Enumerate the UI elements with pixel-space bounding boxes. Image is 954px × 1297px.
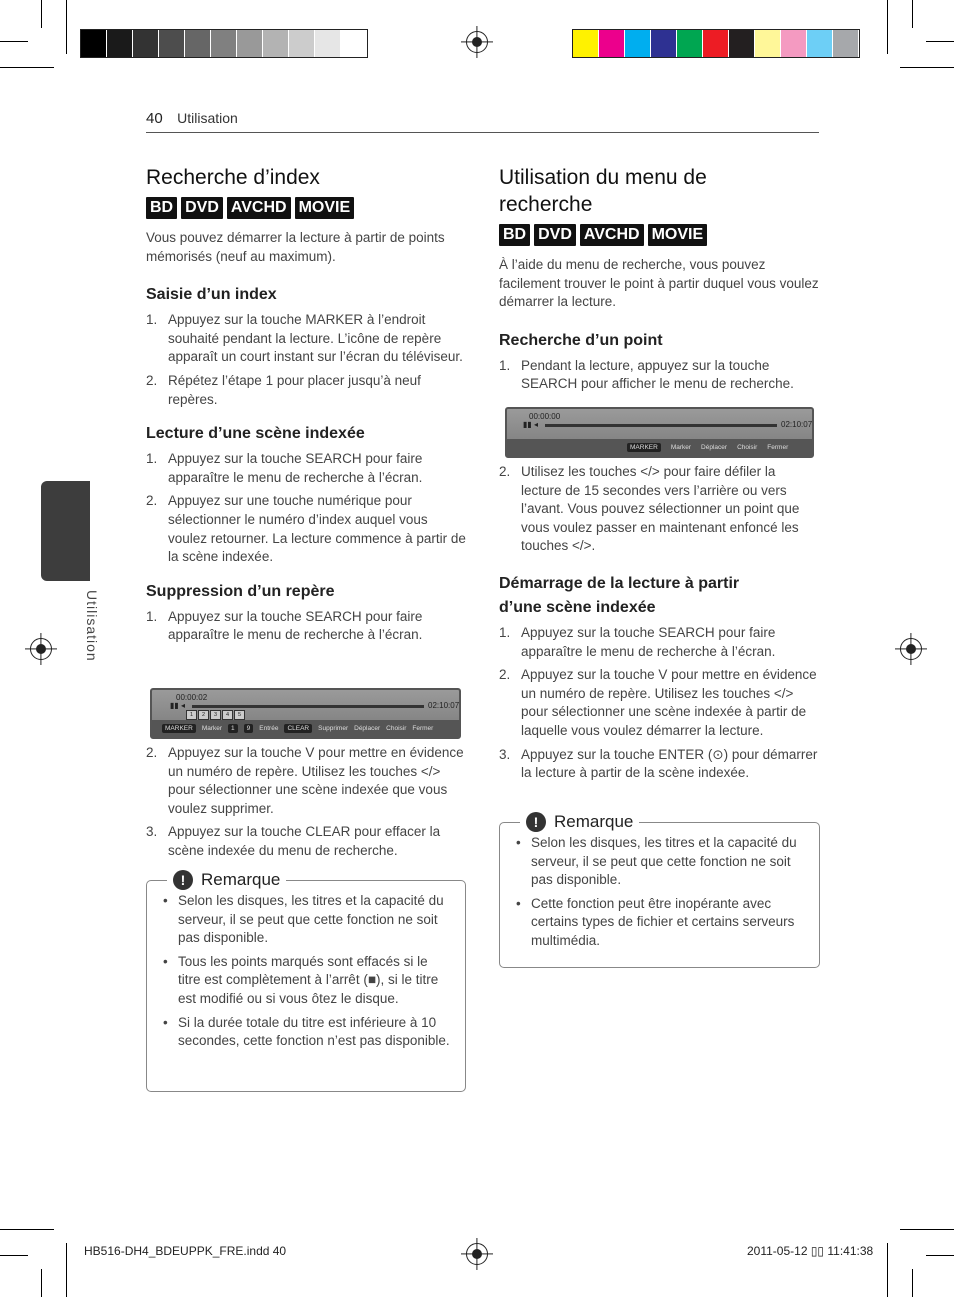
file-slug: HB516-DH4_BDEUPPK_FRE.indd 40 <box>84 1244 287 1258</box>
left-column-continued <box>146 744 466 866</box>
subheading: Suppression d’un repère <box>146 582 335 600</box>
time-end: 02:10:07 <box>428 701 460 710</box>
crop-mark <box>926 1255 954 1256</box>
calibration-swatch <box>211 30 237 57</box>
step-item: 1. Appuyez sur la touche SEARCH pour faire apparaître le menu de recherche à l’écran. <box>499 624 776 659</box>
calibration-swatch <box>651 30 677 57</box>
crop-mark <box>926 41 954 42</box>
crop-mark <box>41 1269 42 1297</box>
time-start: 00:00:02 <box>176 693 208 702</box>
chapter-tab <box>41 481 90 581</box>
calibration-swatch <box>807 30 833 57</box>
badge-bd: BD <box>499 224 530 246</box>
calibration-swatch <box>833 30 859 57</box>
marker-box: 5 <box>234 710 245 720</box>
note-item: • Tous les points marqués sont effacés si le titre est complètement à l’arrêt (■), si le titre est modifié ou si vous ôtez le disque. <box>161 953 453 1009</box>
step-item: 1. Pendant la lecture, appuyez sur la touche SEARCH pour afficher le menu de recherche. <box>499 357 794 392</box>
search-menu-screen <box>150 688 461 739</box>
crop-mark <box>66 0 67 54</box>
calibration-swatch <box>703 30 729 57</box>
note-list <box>161 892 453 1051</box>
calibration-swatch <box>781 30 807 57</box>
calibration-swatch <box>599 30 625 57</box>
calibration-swatch <box>573 30 599 57</box>
note-item: • Cette fonction peut être inopérante avec certains types de fichier et certains serveurs multimédia. <box>514 895 807 951</box>
registration-mark-icon <box>30 638 52 660</box>
steps-list <box>146 608 466 645</box>
gray-calibration-bar <box>80 29 368 58</box>
note-box <box>499 812 820 968</box>
intro-text: Vous pouvez démarrer la lecture à partir de points mémorisés (neuf au maximum). <box>146 230 445 264</box>
screen-footer: MARKER Marker Déplacer Choisir Fermer <box>507 439 812 456</box>
step-item: 1. Appuyez sur la touche MARKER à l’endroit souhaité pendant la lecture. L’icône de repère apparaît un court instant sur l’écran du téléviseur. <box>146 312 463 365</box>
crop-mark <box>887 0 888 54</box>
section-name: Utilisation <box>177 110 238 126</box>
intro-text: À l’aide du menu de recherche, vous pouvez facilement trouver le point à partir duquel vous voulez démarrer la lecture. <box>499 257 819 310</box>
badge-movie: MOVIE <box>295 197 355 219</box>
calibration-swatch <box>159 30 185 57</box>
color-calibration-bar <box>572 29 860 58</box>
screen-footer: MARKER Marker 1 9 Entrée CLEAR Supprimer Déplacer Choisir Fermer <box>152 720 459 737</box>
crop-mark <box>0 1255 28 1256</box>
badge-movie: MOVIE <box>648 224 708 246</box>
step-item: 1. Appuyez sur la touche SEARCH pour faire apparaître le menu de recherche à l’écran. <box>146 451 423 485</box>
crop-mark <box>900 67 954 68</box>
badge-dvd: DVD <box>181 197 223 219</box>
badge-bd: BD <box>146 197 177 219</box>
note-title: ! Remarque <box>520 812 639 832</box>
calibration-swatch <box>263 30 289 57</box>
subheading: Recherche d’un point <box>499 331 663 349</box>
crop-mark <box>66 1243 67 1297</box>
steps-list <box>499 357 819 394</box>
subheading: Lecture d’une scène indexée <box>146 425 365 443</box>
search-menu-screen <box>505 407 814 458</box>
page-header <box>146 110 819 133</box>
date-slug: 2011-05-12 ▯▯ 11:41:38 <box>747 1244 874 1258</box>
calibration-swatch <box>315 30 341 57</box>
badge-dvd: DVD <box>534 224 576 246</box>
calibration-swatch <box>755 30 781 57</box>
step-item: 2. Appuyez sur la touche V pour mettre en évidence un numéro de repère. Utilisez les touches </> pour sélectionner une scène indexée à partir de laquelle vous voulez démarrer la lecture. <box>499 667 817 738</box>
marker-box: 2 <box>198 710 209 720</box>
calibration-swatch <box>81 30 107 57</box>
step-item: 2. Répétez l’étape 1 pour placer jusqu’à neuf repères. <box>146 372 421 407</box>
registration-mark-icon <box>900 638 922 660</box>
marker-box: 1 <box>186 710 197 720</box>
calibration-swatch <box>133 30 159 57</box>
marker-box: 4 <box>222 710 233 720</box>
steps-list <box>146 744 466 861</box>
calibration-swatch <box>237 30 263 57</box>
note-box <box>146 870 466 1092</box>
note-list <box>514 834 807 951</box>
marker-box: 3 <box>210 710 221 720</box>
pause-icon: ▮▮ ◂ <box>523 420 539 429</box>
chapter-label: Utilisation <box>84 590 100 662</box>
crop-mark <box>887 1243 888 1297</box>
calibration-swatch <box>107 30 133 57</box>
step-item: 2. Appuyez sur la touche V pour mettre en évidence un numéro de repère. Utilisez les touches </> pour sélectionner une scène indexée que vous voulez supprimer. <box>146 745 464 816</box>
disc-badges <box>499 224 819 246</box>
badge-avchd: AVCHD <box>227 197 291 219</box>
note-item: • Selon les disques, les titres et la capacité du serveur, il se peut que cette fonction ne soit pas disponible. <box>161 892 453 948</box>
disc-badges <box>146 197 466 219</box>
left-column <box>146 164 466 650</box>
page-number: 40 <box>146 110 163 127</box>
steps-list <box>499 624 819 783</box>
right-column <box>499 164 819 399</box>
steps-list <box>146 450 466 567</box>
crop-mark <box>912 0 913 28</box>
exclamation-icon: ! <box>173 870 193 890</box>
pause-icon: ▮▮ ◂ <box>170 701 186 710</box>
crop-mark <box>0 67 54 68</box>
calibration-swatch <box>625 30 651 57</box>
crop-mark <box>0 41 28 42</box>
section-title: Utilisation du menu de recherche <box>499 166 707 216</box>
subheading: Démarrage de la lecture à partir d’une scène indexée <box>499 574 740 616</box>
calibration-swatch <box>185 30 211 57</box>
crop-mark <box>912 1269 913 1297</box>
subheading: Saisie d’un index <box>146 286 277 304</box>
steps-list <box>146 311 466 409</box>
step-item: 2. Utilisez les touches </> pour faire défiler la lecture de 15 secondes vers l’arrière ou vers l’avant. Vous pouvez sélectionner un point que vous voulez passer en maintenant enfoncé les touches </>. <box>499 464 800 554</box>
progress-track <box>545 424 777 427</box>
note-item: • Selon les disques, les titres et la capacité du serveur, il se peut que cette fonction ne soit pas disponible. <box>514 834 807 890</box>
badge-avchd: AVCHD <box>580 224 644 246</box>
exclamation-icon: ! <box>526 812 546 832</box>
note-item: • Si la durée totale du titre est inférieure à 10 secondes, cette fonction n’est pas disponible. <box>161 1014 453 1051</box>
time-start: 00:00:00 <box>529 412 561 421</box>
step-item: 1. Appuyez sur la touche SEARCH pour faire apparaître le menu de recherche à l’écran. <box>146 608 423 643</box>
crop-mark <box>0 1229 54 1230</box>
registration-mark-icon <box>466 31 488 53</box>
step-item: 3. Appuyez sur la touche CLEAR pour effacer la scène indexée du menu de recherche. <box>146 824 441 858</box>
registration-mark-icon <box>466 1243 488 1265</box>
crop-mark <box>41 0 42 28</box>
steps-list <box>499 463 819 556</box>
note-title: ! Remarque <box>167 870 286 890</box>
calibration-swatch <box>341 30 367 57</box>
progress-track <box>192 705 424 708</box>
crop-mark <box>900 1229 954 1230</box>
calibration-swatch <box>677 30 703 57</box>
chapter-number: 4 <box>90 552 101 573</box>
step-item: 3. Appuyez sur la touche ENTER (⊙) pour démarrer la lecture à partir de la scène indexée. <box>499 746 818 781</box>
calibration-swatch <box>289 30 315 57</box>
section-title: Recherche d’index <box>146 166 320 189</box>
right-column-continued <box>499 463 819 788</box>
step-item: 2. Appuyez sur une touche numérique pour sélectionner le numéro d’index auquel vous voulez retourner. La lecture commence à partir de la scène indexée. <box>146 493 466 565</box>
time-end: 02:10:07 <box>781 420 813 429</box>
calibration-swatch <box>729 30 755 57</box>
